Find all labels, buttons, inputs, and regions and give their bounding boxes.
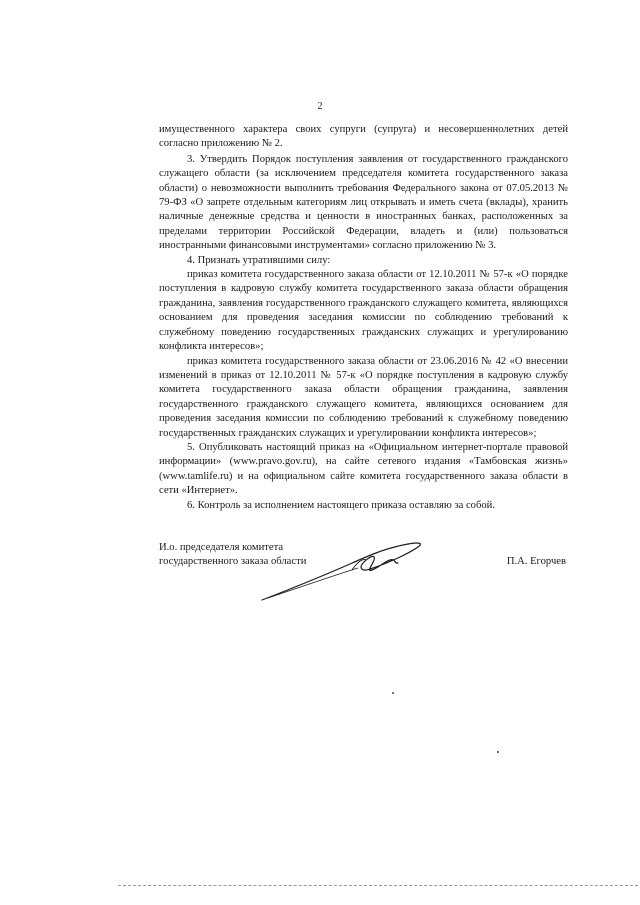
signatory-title-line-1: И.о. председателя комитета <box>159 542 284 553</box>
signatory-name: П.А. Егорчев <box>506 556 566 567</box>
paragraph-continuation: имущественного характера своих супруги (супруга) и несовершеннолетних детей согласно приложению № 2. <box>159 124 568 150</box>
document-body <box>159 123 568 513</box>
paragraph-repealed-order-2: приказ комитета государственного заказа области от 23.06.2016 № 42 «О внесении изменений в приказ от 12.10.2011 № 57-к «О порядке поступления в кадровую службу комитета государственного заказа области обращения гражданина, заявления государственного гражданского служащего комитета, являющихся основанием для проведения заседания комиссии по соблюдению требований к служебному поведению государственных гражданских служащих и урегулировании конфликта интересов»; <box>159 355 568 439</box>
paragraph-item-4: 4. Признать утратившими силу: <box>187 254 331 266</box>
handwritten-signature <box>258 538 428 606</box>
scan-speck <box>392 692 394 694</box>
signatory-title-line-2: государственного заказа области <box>159 556 307 568</box>
scan-speck <box>497 751 499 753</box>
paragraph-item-3: 3. Утвердить Порядок поступления заявления от государственного гражданского служащего области (за исключением председателя комитета государственного заказа области) о невозможности выполнить требования Федерального закона от 07.05.2013 № 79-ФЗ «О запрете отдельным категориям лиц открывать и иметь счета (вклады), хранить наличные денежные средства и ценности в иностранных банках, расположенных за пределами территории Российской Федерации, владеть и (или) пользоваться иностранными финансовыми инструментами» согласно приложению № 3. <box>159 153 568 252</box>
page-number: 2 <box>317 101 323 112</box>
paragraph-item-5: 5. Опубликовать настоящий приказ на «Официальном интернет-портале правовой информации» (www.pravo.gov.ru), на сайте сетевого издания «Тамбовская жизнь» (www.tamlife.ru) и на официальном сайте комитета государственного заказа области в сети «Интернет». <box>159 441 568 497</box>
scan-edge-line <box>118 885 638 887</box>
paragraph-repealed-order-1: приказ комитета государственного заказа области от 12.10.2011 № 57-к «О порядке поступления в кадровую службу комитета государственного заказа области обращения гражданина, заявления государственного гражданского служащего комитета, являющихся основанием для проведения заседания комиссии по соблюдению требований к служебному поведению государственных гражданских служащих и урегулированию конфликта интересов»; <box>159 269 568 353</box>
paragraph-item-6: 6. Контроль за исполнением настоящего приказа оставляю за собой. <box>187 499 495 511</box>
